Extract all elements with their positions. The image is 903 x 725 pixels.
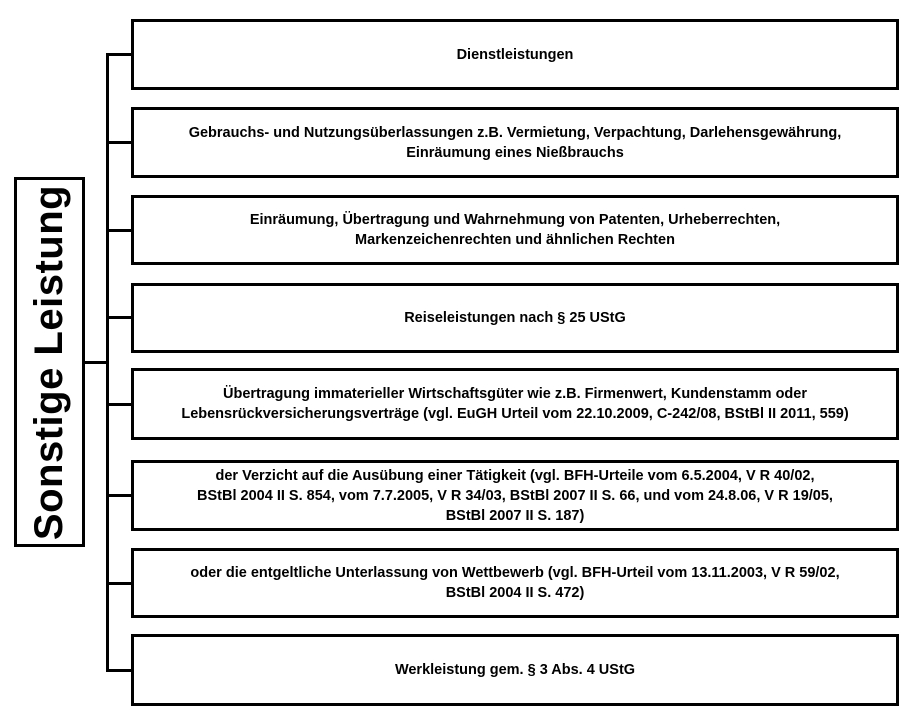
box-text-line: Gebrauchs- und Nutzungsüberlassungen z.B. Vermietung, Verpachtung, Darlehensgewährung, (188, 124, 842, 141)
box-text-line: Übertragung immaterieller Wirtschaftsgüter wie z.B. Firmenwert, Kundenstamm oder (222, 386, 807, 402)
connector-line (106, 582, 132, 585)
connector-line (106, 669, 132, 672)
root-label: Sonstige Leistung (27, 184, 71, 540)
connector-line (106, 141, 132, 144)
diagram-box (131, 634, 899, 706)
box-text-line: Einräumung, Übertragung und Wahrnehmung von Patenten, Urheberrechten, (249, 212, 781, 228)
diagram-box (131, 107, 899, 178)
box-text-line: Markenzeichenrechten und ähnlichen Rechten (355, 232, 675, 248)
connector-line (106, 403, 132, 406)
box-text-line: Lebensrückversicherungsverträge (vgl. EuGH Urteil vom 22.10.2009, C-242/08, BStBl II 2011, 559) (181, 406, 849, 422)
connector-line (106, 316, 132, 319)
diagram-box (131, 283, 899, 353)
diagram-box (131, 195, 899, 265)
diagram-box (131, 368, 899, 440)
connector-line (106, 494, 132, 497)
box-text-line: Dienstleistungen (456, 46, 574, 63)
box-text-line: oder die entgeltliche Unterlassung von Wettbewerb (vgl. BFH-Urteil vom 13.11.2003, V R 59/02, (190, 565, 840, 581)
box-text-line: Reiseleistungen nach § 25 UStG (404, 310, 626, 326)
diagram-box (131, 460, 899, 531)
diagram-box (131, 19, 899, 90)
box-text-line: Einräumung eines Nießbrauchs (406, 144, 624, 161)
box-text-line: Werkleistung gem. § 3 Abs. 4 UStG (394, 662, 636, 678)
connector-line (106, 53, 132, 56)
box-text-line: BStBl 2004 II S. 854, vom 7.7.2005, V R 34/03, BStBl 2007 II S. 66, und vom 24.8.06, V R 19/05, (197, 487, 833, 504)
connector-line (106, 229, 132, 232)
box-text-line: BStBl 2007 II S. 187) (445, 507, 585, 524)
root-label-box (14, 177, 85, 547)
box-text-line: der Verzicht auf die Ausübung einer Tätigkeit (vgl. BFH-Urteile vom 6.5.2004, V R 40/02, (215, 467, 815, 484)
diagram-box (131, 548, 899, 618)
root-connector-line (84, 361, 107, 364)
box-text-line: BStBl 2004 II S. 472) (445, 585, 585, 601)
